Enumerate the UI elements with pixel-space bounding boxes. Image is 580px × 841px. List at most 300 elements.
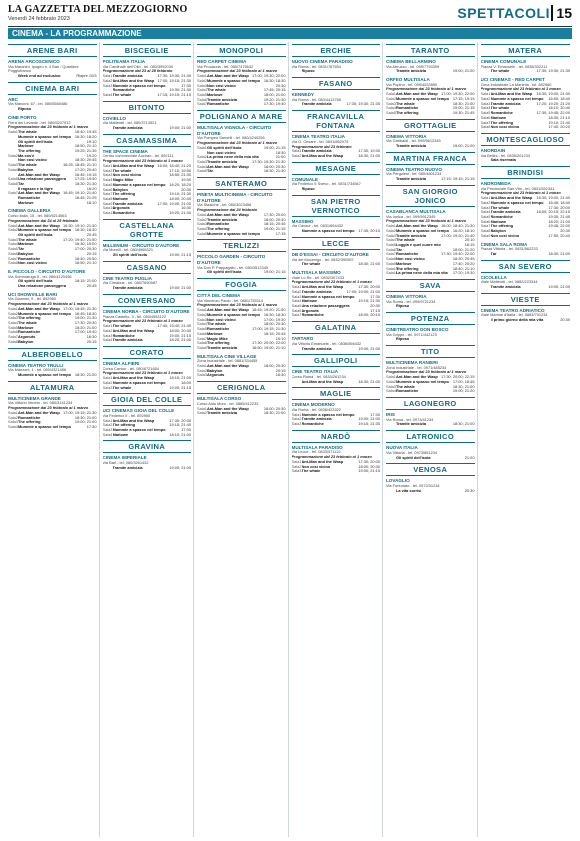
screen-label — [103, 286, 112, 291]
film-title: Ant-Man and the Wasp — [207, 406, 249, 411]
cinema-block — [292, 270, 381, 318]
city-heading: VENOSA — [386, 463, 475, 476]
screen-label: Sala1 — [197, 363, 207, 368]
screen-label — [8, 74, 17, 79]
film-title: La vita sorrisi — [396, 488, 422, 493]
showtimes: 18:30; 21:00 — [452, 100, 475, 106]
film-title: Romantiche — [18, 196, 41, 201]
screen-label — [292, 229, 301, 234]
showtimes: 18:00; 20:30 — [169, 327, 191, 333]
cinema-block — [8, 292, 97, 345]
showtimes: 17:00; 19:00; 21:00 — [157, 200, 191, 206]
film-title: Tramite amicizia — [112, 338, 143, 343]
showtimes: 17:00; 19:30 — [263, 316, 286, 322]
cinema-block — [292, 92, 381, 107]
screen-label: Sala1 — [291, 148, 302, 154]
film-title: Riposo — [301, 69, 315, 74]
film-title: Babylon — [112, 187, 128, 192]
film-title: Non così vicino — [490, 125, 520, 130]
film-title: Ant-Man and the Wasp — [18, 191, 60, 196]
film-title: Mummie a spasso nel tempo — [396, 96, 449, 101]
film-title: Mummie a spasso nel tempo — [112, 428, 166, 432]
film-title: The whale — [396, 384, 415, 389]
city-heading: GRAVINA — [103, 440, 192, 453]
programming-note: Programmazione dal 23 febbraio al 1 marzo — [386, 86, 467, 92]
film-title: Una relazione passeggera — [301, 304, 350, 309]
city-heading: SAN PIETRO VERNOTICO — [292, 195, 381, 217]
screen-label: Sala1 — [386, 374, 396, 380]
showtime-row — [292, 313, 381, 318]
showtimes: 20:45 — [86, 232, 97, 238]
cinema-address: Via Federico II - tel. 892960 — [102, 412, 151, 418]
cinema-block — [8, 59, 97, 79]
showtime-row — [386, 177, 475, 182]
section-banner: CINEMA - LA PROGRAMMAZIONE — [8, 28, 572, 39]
showtimes: 16:45; 21:25 — [74, 195, 97, 201]
film-title: Mummie a spasso nel tempo — [18, 424, 71, 429]
film-title: Gli spiriti dell'isola — [207, 145, 242, 150]
screen-label: Sala3 — [8, 419, 18, 425]
screen-label: Sala2 — [480, 95, 491, 101]
screen-label: Sala6 — [197, 96, 207, 102]
cinema-address: Via Matteotti - tel. 080/3713521 — [102, 120, 157, 126]
showtimes: 18:00; 20:30 — [263, 163, 286, 169]
showtimes: 17:30; 19:30; 21:30 — [251, 159, 286, 164]
showtimes: 18:30; 21:30 — [74, 180, 97, 186]
cinema-address: Via Pergolesi - tel. 080/4801234 — [386, 171, 442, 177]
cinema-block — [481, 148, 571, 163]
cinema-block — [103, 361, 192, 390]
listing-column — [103, 42, 195, 837]
screen-label — [386, 69, 395, 74]
showtimes: 17:00; 19:30; 22:00 — [440, 91, 475, 97]
screen-label: Sala5 — [386, 241, 396, 247]
cinema-block — [103, 309, 192, 343]
screen-label: Sala1 — [8, 409, 18, 415]
film-title: Non così vicino — [207, 150, 236, 155]
programming-note: Programmazione dal 23 febbraio al 1 marzo — [197, 68, 278, 74]
showtimes: 16:20; 18:10 — [452, 227, 475, 233]
film-title: Romantiche — [207, 222, 230, 227]
film-title: Marlowe — [207, 331, 223, 336]
showtimes: 18:00; 20:30 — [263, 405, 286, 411]
screen-label — [292, 102, 301, 107]
film-title: Mummie a spasso nel tempo — [301, 412, 355, 417]
showtimes: 17:00; 18:45 — [452, 378, 475, 384]
screen-label: Sala2 — [197, 410, 207, 416]
film-title: Non così vicino — [112, 173, 142, 178]
screen-label — [292, 347, 301, 352]
screen-label — [386, 337, 395, 342]
showtimes: Riapre 10/3 — [76, 73, 97, 79]
cinema-name: ARENA ARCOSCENICO — [8, 59, 60, 64]
programming-note: Programmazione dal 23 febbraio al 1 marzo — [8, 405, 89, 411]
screen-label: Sala2 — [8, 152, 18, 158]
screen-label: Sala6 — [102, 186, 113, 192]
showtimes: 18:00; 20:30 — [263, 216, 286, 222]
showtimes: 18:30; 20:45 — [74, 157, 97, 163]
showtimes: 16:30; 19:00; 21:40 — [536, 195, 570, 201]
film-title: Romantiche — [207, 327, 230, 332]
film-title: Ant-Man and the Wasp — [18, 223, 60, 228]
film-title: Romantiche — [18, 256, 41, 261]
screen-label: Sala6 — [8, 329, 18, 335]
listing-column — [481, 42, 573, 837]
screen-label: Sala1 — [102, 375, 113, 381]
cinema-block — [8, 208, 97, 266]
screen-label: Sala1 — [197, 144, 207, 150]
screen-label: Sala1 — [8, 222, 18, 228]
showtimes: 20:15 — [275, 367, 286, 373]
cinema-name: LOVAGLIO — [386, 478, 410, 484]
showtimes: 19:00; 21:00 — [169, 125, 191, 131]
city-heading: LECCE — [292, 237, 381, 250]
screen-label — [481, 252, 490, 257]
cinema-block — [386, 134, 475, 149]
showtimes: 19:20; 21:30 — [263, 96, 286, 102]
film-title: The whale — [207, 322, 226, 327]
showtimes: 16:45; 19:15 — [74, 171, 97, 177]
screen-label: Sala5 — [197, 168, 207, 174]
showtimes: 17:30; 19:30 — [358, 148, 380, 154]
cinema-block — [386, 294, 475, 309]
showtimes: 16:25; 18:45; 21:10 — [62, 162, 97, 168]
showtimes: 16:20; 18:20 — [169, 181, 191, 187]
film-title: The offering — [490, 120, 513, 125]
cinema-address: Via Bari - tel. 080/3261432 — [102, 460, 149, 465]
film-title: Gli spiriti dell'isola — [18, 139, 53, 144]
showtimes: 16:30; 18:20 — [74, 133, 97, 139]
showtime-row — [481, 285, 571, 290]
cinema-block — [481, 308, 571, 323]
film-title: Ma cos'è — [18, 153, 35, 158]
screen-label — [481, 158, 490, 163]
film-title: Ant-Man and the Wasp — [301, 460, 344, 465]
programming-note: Programmazione dal 23 febbraio al 1 marzo — [102, 318, 183, 324]
showtimes: 18:15; 21:00 — [74, 278, 97, 284]
film-title: The whale — [301, 262, 321, 267]
screen-label: Sala2 — [102, 167, 113, 173]
showtimes: 17:15; 19:15; 21:15 — [440, 176, 475, 182]
showtimes: 19:00; 21:20 — [452, 388, 475, 394]
cinema-block — [386, 209, 475, 276]
city-heading: CINEMA BARI — [8, 82, 97, 95]
cinema-name: CINEMA COMUNALE — [480, 59, 527, 64]
cinema-name: RED CARPET CINEMA — [197, 59, 247, 64]
film-title: Marlowe — [112, 432, 129, 437]
screen-label: Sala1 — [197, 307, 207, 313]
showtimes: 18:30; 21:00 — [74, 414, 97, 420]
film-title: Mummie a spasso nel tempo — [112, 83, 166, 88]
cinema-address: Via Cimabue - tel. 080/7650987 — [102, 280, 158, 286]
screen-label: Sala3 — [480, 204, 491, 210]
cinema-name: COMUNALE — [291, 176, 319, 182]
cinema-name: CINEMA MODERNO — [291, 402, 335, 408]
film-title: Tramite amicizia — [301, 289, 332, 294]
film-title: Marlowe — [490, 219, 507, 224]
cinema-block — [197, 59, 286, 107]
showtimes: 17:15 — [275, 230, 286, 236]
showtimes: 19:00; 21:00 — [358, 416, 380, 422]
cinema-address: Via Lecce - tel. 0833/571122 — [291, 449, 341, 455]
city-heading: TARANTO — [386, 44, 475, 57]
showtimes: 19:00; 21:00 — [452, 143, 475, 149]
cinema-name: CINEMA TEATRO NUOVO — [386, 166, 442, 172]
showtimes: 17:30; 20:00; 22:00 — [251, 340, 286, 346]
screen-label: Sala10 — [102, 205, 115, 211]
cinema-name: CINEMA VITTORIA — [386, 293, 427, 299]
showtime-row — [197, 270, 286, 275]
page-number: 15 — [551, 5, 572, 21]
city-heading: MATERA — [481, 44, 571, 57]
showtimes: 16:40; 19:45 — [74, 129, 97, 135]
showtimes: 17:00; 19:15; 21:30 — [157, 77, 191, 83]
film-title: The whale — [112, 324, 132, 329]
showtimes: 18:20; 21:00 — [548, 218, 570, 224]
screen-label: Sala10 — [386, 265, 399, 271]
cinema-block — [103, 276, 192, 291]
film-title: Mummie a spasso nel tempo — [396, 379, 449, 384]
film-title: Marlowe — [112, 196, 129, 201]
film-title: Sala riservata — [490, 158, 516, 163]
film-title: Tramite amicizia — [490, 210, 521, 215]
showtime-row — [197, 411, 286, 416]
screen-label — [292, 380, 301, 385]
showtimes: 16:30; 18:30 — [263, 311, 286, 317]
screen-label: Sala3 — [197, 372, 207, 378]
showtimes: 17:30; 20:30 — [74, 320, 97, 326]
showtime-row — [103, 386, 192, 391]
film-title: Ant-Man and the Wasp — [18, 306, 60, 311]
film-title: Ant-Man and the Wasp — [207, 212, 249, 217]
screen-label: Sala3 — [480, 100, 491, 106]
film-title: Ant-Man and the Wasp — [207, 308, 249, 313]
film-title: Ant-Man and the Wasp — [490, 92, 533, 97]
film-title: Tramite amicizia — [207, 97, 238, 102]
city-heading: BITONTO — [103, 101, 192, 114]
showtimes: 17:30; 20:30 — [169, 417, 191, 423]
showtime-row — [292, 469, 381, 474]
film-title: Mummie a spasso nel tempo — [18, 134, 71, 139]
showtimes: 19:20; 21:40 — [169, 210, 191, 216]
showtimes: 16:50; 21:10 — [74, 260, 97, 266]
cinema-block — [386, 478, 475, 493]
showtimes: 19:00; 21:00 — [169, 464, 191, 470]
showtimes: 16:00; 18:40; 21:20 — [157, 162, 191, 168]
screen-label: Sala5 — [197, 92, 207, 97]
showtimes: 17:00; 19:15; 21:30 — [251, 326, 286, 332]
screen-label: Sala2 — [291, 153, 302, 159]
cinema-block — [386, 327, 475, 342]
showtimes: 17:00 — [181, 427, 191, 432]
film-title: Il ragazzo e la tigre — [18, 186, 53, 191]
screen-label: Sala2 — [8, 310, 18, 316]
screen-label: Sala2 — [386, 227, 396, 233]
cinema-name: CITTÀ DEL CINEMA — [197, 293, 241, 299]
programming-note: Programmazione dal 23 febbraio al 1 marzo — [8, 301, 89, 307]
screen-label — [386, 177, 395, 182]
film-title: The whale — [207, 88, 226, 93]
showtime-row — [197, 169, 286, 174]
showtime-row — [103, 466, 192, 471]
listing-column — [292, 42, 384, 837]
showtimes: 16:20 — [86, 185, 97, 191]
programming-note: Programmazione dal 23 febbraio al 1 marzo — [102, 158, 183, 164]
film-title: Ant-Man and the Wasp — [396, 375, 438, 380]
film-title: Romantiche — [112, 333, 135, 338]
film-title: Riposo — [301, 187, 315, 192]
screen-label: Sala2 — [8, 227, 18, 233]
screen-label: Sala4 — [197, 321, 207, 327]
screen-label: Sala2 — [102, 379, 113, 385]
city-heading: GIOIA DEL COLLE — [103, 393, 192, 406]
screen-label: Sala3 — [291, 293, 302, 299]
showtime-row — [103, 433, 192, 438]
screen-label: Sala2 — [197, 311, 207, 317]
film-title: Tár — [490, 251, 497, 256]
film-title: Tár — [18, 181, 25, 186]
film-title: The offering — [207, 227, 230, 231]
screen-label: Sala7 — [386, 251, 396, 257]
showtimes: 19:00; 21:30 — [74, 315, 97, 321]
cinema-block — [197, 354, 286, 379]
cinema-block — [8, 396, 97, 430]
film-title: Babylon — [207, 368, 223, 373]
showtimes: 16:30 — [275, 372, 286, 378]
showtimes: 17:30; 19:30; 21:30 — [346, 101, 380, 107]
showtimes: 19:15; 21:30 — [358, 421, 380, 427]
screen-label: Sala1 — [197, 211, 207, 217]
cinema-block — [481, 181, 571, 239]
cinema-name: CINE PORTO — [8, 114, 37, 120]
cinema-name: MILLENIUM - CIRCUITO D'AUTORE — [102, 242, 180, 248]
cinema-block — [386, 360, 475, 394]
film-title: Mummie a spasso nel tempo — [490, 200, 544, 205]
cinema-block — [292, 59, 381, 74]
screen-label — [386, 304, 395, 309]
programming-note: Programmazione dal 23 febbraio al 1 marzo — [291, 454, 372, 460]
film-title: Tramite amicizia — [112, 201, 143, 206]
city-heading: BRINDISI — [481, 166, 571, 179]
showtimes: 18:30 — [275, 149, 286, 155]
film-title: Ant-Man and the Wasp — [396, 92, 438, 97]
showtimes: 18:00; 20:15 — [358, 312, 380, 318]
showtime-row — [8, 261, 97, 266]
cinema-name: CINEMA IMPERIALE — [102, 455, 147, 461]
screen-label: Sala6 — [197, 330, 207, 336]
showtimes: 18:00 — [181, 379, 191, 385]
film-title: The offering — [18, 316, 41, 321]
cinema-name: POLITEAMA ITALIA — [102, 59, 146, 64]
screen-label: Sala7 — [102, 191, 113, 197]
showtimes: 19:00; 21:15 — [169, 332, 191, 338]
screen-label: Sala9 — [386, 260, 396, 266]
film-title: Marlowe — [18, 325, 34, 330]
showtime-row — [481, 234, 571, 239]
showtimes: 17:30; 19:30; 21:30 — [157, 73, 191, 79]
cinema-name: ANDROMEDA — [480, 181, 511, 186]
film-title: Ant-Man and the Wasp — [112, 376, 155, 381]
screen-label: Sala4 — [386, 237, 396, 243]
cinema-block — [103, 243, 192, 258]
film-title: Romantiche — [18, 330, 41, 335]
showtimes: 19:10 — [86, 138, 97, 144]
screen-label: Sala3 — [386, 232, 396, 238]
screen-label: Sala2 — [197, 367, 207, 373]
cinema-name: CINEMA TEATRO ITALIA — [291, 134, 346, 140]
screen-label: Sala2 — [480, 199, 491, 205]
cinema-name: TARTARO — [291, 336, 314, 342]
screen-label: Sala4 — [8, 241, 18, 247]
listing-column — [386, 42, 478, 837]
city-heading: CERIGNOLA — [197, 381, 286, 394]
showtimes: 18:30; 21:00 — [452, 421, 475, 427]
showtimes: 19:15; 21:30 — [358, 298, 380, 304]
cinema-address: Via Garibaldi - tel. 099/5612345 — [386, 138, 441, 144]
cinema-address: Via Roma - tel. 099/9721234 — [386, 298, 436, 304]
showtimes: 16:50; 18:40 — [548, 95, 570, 101]
screen-label: Sala6 — [480, 114, 491, 120]
screen-label: Sala3 — [197, 221, 207, 227]
film-title: Una relazione passeggera — [18, 284, 67, 289]
screen-label: Sala4 — [8, 166, 18, 172]
cinema-block — [8, 115, 97, 205]
showtimes: 17:00; 20:30 — [74, 246, 97, 252]
screen-label: Sala2 — [197, 77, 207, 83]
showtime-row — [197, 373, 286, 378]
screen-label: Sala11 — [102, 210, 115, 216]
cinema-address: Via Bellini - tel. 0835/201234 — [480, 152, 530, 158]
screen-label — [292, 187, 301, 192]
showtime-row — [481, 252, 571, 257]
cinema-address: Fiera del Levante - tel. 080/5207012 — [8, 119, 71, 125]
film-title: The offering — [112, 423, 135, 428]
cinema-address: Corso Cavour - tel. 080/8721654 — [102, 365, 159, 371]
showtimes: 18:15; 20:45 — [263, 330, 286, 336]
cinema-address: Via Morelli - tel. 080/4965321 — [102, 247, 154, 253]
screen-label: Sala3 — [102, 82, 113, 88]
cinema-address: Via Abruzzo - tel. 099/7793399 — [386, 63, 440, 69]
showtimes: 17:30; 19:40; 22:00 — [440, 251, 475, 257]
city-heading: GALATINA — [292, 321, 381, 334]
film-title: Romantiche — [490, 111, 513, 116]
cinema-address: Via Vittorio Veneto - tel. 080/3141234 — [8, 400, 73, 406]
showtimes: 17:30; 20:00; 22:15 — [440, 374, 475, 380]
screen-label — [292, 262, 301, 267]
film-title: Tramite amicizia — [112, 465, 143, 470]
screen-label: Sala5 — [8, 246, 18, 252]
film-title: Romantiche — [112, 211, 135, 216]
screen-label: Sala5 — [8, 176, 18, 182]
screen-label: Sala4 — [480, 105, 491, 111]
film-title: The whale — [18, 163, 37, 168]
film-title: Ant-Man and the Wasp — [301, 379, 344, 384]
city-heading: FASANO — [292, 77, 381, 90]
screen-label: Sala3 — [197, 159, 207, 164]
cinema-name: CINEMA GALLERIA — [8, 208, 51, 214]
screen-label: Sala4 — [291, 298, 302, 304]
showtimes: 17:20; 20:40 — [74, 166, 97, 172]
city-heading: CASAMASSIMA — [103, 134, 192, 147]
film-title: The offering — [396, 111, 419, 116]
cinema-name: MULTICINEMA RANIERI — [386, 360, 438, 366]
programming-note: Programmazione dal 23 febbraio al 1 marzo — [291, 279, 372, 285]
showtimes: 17:00; 19:30; 22:00 — [251, 73, 286, 79]
screen-label: Sala6 — [8, 250, 18, 256]
showtime-row — [481, 125, 571, 130]
film-title: Ant-Man and the Wasp — [112, 418, 155, 423]
showtimes: 17:30; 19:45; 22:00 — [536, 110, 570, 116]
